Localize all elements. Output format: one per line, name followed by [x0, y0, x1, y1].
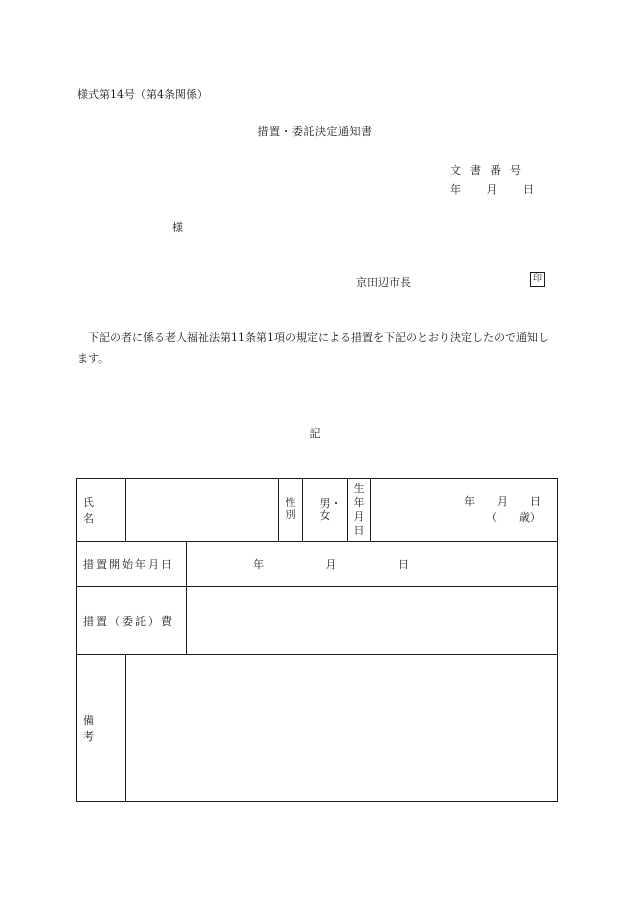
document-number-label: 文書番号: [450, 164, 530, 177]
gender-options[interactable]: 男・女: [303, 479, 348, 542]
birth-date-field[interactable]: 年 月 日 （ 歳）: [371, 479, 558, 542]
gender-label: 性別: [279, 479, 303, 542]
seal-stamp: 印: [530, 272, 545, 287]
recipient-honorific: 様: [172, 221, 183, 234]
name-label: 氏 名: [77, 479, 126, 542]
details-table: [76, 478, 558, 802]
fee-label: 措置（委託）費: [77, 587, 187, 655]
document-title: 措置・委託決定通知書: [257, 125, 373, 138]
fee-field[interactable]: [187, 587, 558, 655]
ki-heading: 記: [309, 427, 321, 440]
birth-date-label: 生年月日: [348, 479, 371, 542]
issuer-name: 京田辺市長: [356, 276, 411, 289]
remarks-field[interactable]: [126, 655, 558, 802]
issue-date-line: 年 月 日: [450, 183, 534, 196]
remarks-label: 備 考: [77, 655, 126, 802]
name-field[interactable]: [126, 479, 279, 542]
notice-body-text: 下記の者に係る老人福祉法第11条第1項の規定による措置を下記のとおり決定したので通知します。: [77, 331, 549, 365]
form-number: 様式第14号（第4条関係）: [77, 88, 208, 101]
start-date-label: 措置開始年月日: [77, 542, 187, 587]
start-date-field[interactable]: 年 月 日: [187, 542, 558, 587]
